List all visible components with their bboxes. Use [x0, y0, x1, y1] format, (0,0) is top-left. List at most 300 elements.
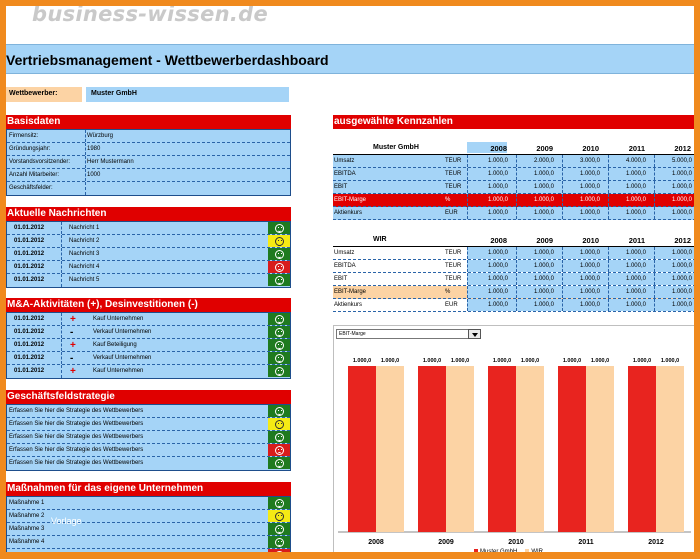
kennzahl-values: [467, 194, 696, 206]
kennzahl-value[interactable]: 1.000,0: [533, 171, 554, 177]
column-divider: [516, 168, 517, 180]
smiley-face-icon: [275, 250, 284, 259]
kennzahl-values: [467, 247, 696, 259]
kennzahl-unit: %: [445, 289, 451, 295]
legend-swatch: [525, 549, 529, 553]
kennzahl-label: EBITDA: [334, 263, 356, 269]
table-row: [7, 444, 290, 457]
column-divider: [61, 222, 62, 234]
massnahmen-header: Maßnahmen für das eigene Unternehmen: [6, 482, 291, 496]
kennzahl-values: [467, 299, 696, 311]
kennzahl-unit: EUR: [445, 302, 458, 308]
bar-wir-2011: [586, 366, 614, 532]
ma-text[interactable]: Kauf Unternehmen: [93, 316, 144, 322]
column-divider: [61, 274, 62, 287]
kennzahl-value[interactable]: 1.000,0: [671, 197, 692, 203]
column-divider: [516, 194, 517, 206]
field-value[interactable]: 1980: [87, 146, 101, 152]
strategy-text[interactable]: Erfassen Sie hier die Strategie des Wettbewerbers: [9, 434, 144, 440]
field-label: Vorstandsvorsitzender:: [9, 159, 71, 165]
kennzahl-unit: %: [445, 197, 451, 203]
kennzahl-value[interactable]: 1.000,0: [671, 302, 692, 308]
data-label: 1.000,0: [590, 358, 610, 364]
kennzahl-row: [333, 299, 696, 312]
strategie-header: Geschäftsfeldstrategie: [6, 390, 291, 404]
data-label: 1.000,0: [632, 358, 652, 364]
kennzahl-value[interactable]: 1.000,0: [671, 184, 692, 190]
news-date[interactable]: 01.01.2012: [14, 225, 45, 231]
news-date[interactable]: 01.01.2012: [14, 264, 45, 270]
kennzahl-value[interactable]: 1.000,0: [671, 276, 692, 282]
x-tick-label: 2011: [578, 539, 594, 546]
column-divider: [562, 273, 563, 285]
news-text[interactable]: Nachricht 1: [69, 225, 100, 231]
column-divider: [61, 365, 62, 378]
table-row: [7, 235, 290, 248]
bar-muster-gmbh-2008: [348, 366, 376, 532]
column-divider: [608, 155, 609, 167]
minus-icon: -: [70, 327, 74, 338]
kennzahl-value[interactable]: 1.000,0: [671, 171, 692, 177]
kennzahl-value[interactable]: 1.000,0: [533, 302, 554, 308]
column-divider: [654, 273, 655, 285]
column-divider: [516, 207, 517, 219]
measure-text[interactable]: Maßnahme 1: [9, 500, 45, 506]
data-label: 1.000,0: [450, 358, 470, 364]
data-label: 1.000,0: [562, 358, 582, 364]
ma-header: M&A-Aktivitäten (+), Desinvestitionen (-): [6, 298, 291, 312]
bar-wir-2008: [376, 366, 404, 532]
strategie-table: [6, 404, 291, 471]
kennzahl-unit: TEUR: [445, 158, 462, 164]
kennzahl-value[interactable]: 1.000,0: [487, 276, 508, 282]
kennzahl-value[interactable]: 1.000,0: [579, 302, 600, 308]
kennzahl-value[interactable]: 1.000,0: [487, 171, 508, 177]
status-indicator[interactable]: [268, 405, 290, 417]
kennzahl-value[interactable]: 1.000,0: [625, 171, 646, 177]
column-divider: [85, 143, 86, 155]
column-divider: [608, 273, 609, 285]
kennzahl-value[interactable]: 1.000,0: [625, 197, 646, 203]
status-indicator[interactable]: [268, 222, 290, 234]
table-row: [7, 274, 290, 287]
ma-date[interactable]: 01.01.2012: [14, 368, 45, 374]
measure-text[interactable]: Maßnahme 5: [9, 552, 45, 558]
status-indicator[interactable]: [268, 418, 290, 430]
kennzahl-value[interactable]: 1.000,0: [625, 263, 646, 269]
table-row: [7, 313, 290, 326]
kennzahl-label: Umsatz: [334, 250, 355, 256]
status-indicator[interactable]: [268, 235, 290, 247]
column-divider: [61, 326, 62, 338]
kennzahl-value[interactable]: 1.000,0: [671, 289, 692, 295]
ma-table: [6, 312, 291, 379]
ma-text[interactable]: Kauf Beteiligung: [93, 342, 137, 348]
kennzahlen-wir-table: [333, 234, 696, 312]
x-tick-label: 2012: [648, 539, 664, 546]
news-date[interactable]: 01.01.2012: [14, 238, 45, 244]
kennzahl-value[interactable]: 1.000,0: [579, 197, 600, 203]
column-divider: [654, 286, 655, 298]
wettbewerber-input[interactable]: Muster GmbH: [86, 87, 289, 102]
column-divider: [516, 273, 517, 285]
kennzahl-label: Umsatz: [334, 158, 355, 164]
column-divider: [61, 352, 62, 364]
smiley-face-icon: [275, 354, 284, 363]
column-divider: [654, 194, 655, 206]
kennzahl-values: [467, 168, 696, 180]
kennzahl-row: [333, 247, 696, 260]
field-label: Firmensitz:: [9, 133, 39, 139]
kennzahl-value[interactable]: 1.000,0: [579, 171, 600, 177]
sad-face-icon: [275, 446, 284, 455]
kennzahl-values: [467, 260, 696, 272]
table-row: [7, 549, 290, 559]
status-indicator[interactable]: [268, 248, 290, 260]
table-row: [7, 261, 290, 274]
status-indicator[interactable]: [268, 352, 290, 364]
title-bar: [6, 44, 694, 74]
table-row: [7, 339, 290, 352]
kennzahl-value[interactable]: 1.000,0: [625, 302, 646, 308]
table-row: [7, 143, 290, 156]
table-row: [7, 182, 290, 195]
column-divider: [516, 155, 517, 167]
kennzahl-value[interactable]: 1.000,0: [625, 276, 646, 282]
vorlage-overlay: Vorlage: [51, 516, 82, 526]
smiley-face-icon: [275, 367, 284, 376]
kennzahl-row: [333, 273, 696, 286]
kennzahl-value[interactable]: 1.000,0: [579, 210, 600, 216]
data-label: 1.000,0: [422, 358, 442, 364]
kennzahl-value[interactable]: 1.000,0: [533, 197, 554, 203]
kennzahlen-muster-table: [333, 142, 696, 220]
column-divider: [516, 299, 517, 311]
column-divider: [61, 339, 62, 351]
kennzahl-label: EBITDA: [334, 171, 356, 177]
column-divider: [85, 169, 86, 181]
bar-muster-gmbh-2010: [488, 366, 516, 532]
ma-text[interactable]: Kauf Unternehmen: [93, 368, 144, 374]
status-indicator[interactable]: [268, 431, 290, 443]
kennzahl-value[interactable]: 1.000,0: [671, 210, 692, 216]
kennzahl-unit: TEUR: [445, 263, 462, 269]
field-value[interactable]: Herr Mustermann: [87, 159, 134, 165]
ma-date[interactable]: 01.01.2012: [14, 316, 45, 322]
kennzahl-value[interactable]: 2.000,0: [533, 158, 554, 164]
news-date[interactable]: 01.01.2012: [14, 251, 45, 257]
status-indicator[interactable]: [268, 510, 290, 522]
table-row: [7, 248, 290, 261]
kennzahl-value[interactable]: 1.000,0: [625, 289, 646, 295]
status-indicator[interactable]: [268, 457, 290, 469]
kennzahl-value[interactable]: 1.000,0: [533, 210, 554, 216]
strategy-text[interactable]: Erfassen Sie hier die Strategie des Wettbewerbers: [9, 460, 144, 466]
kennzahl-row: [333, 155, 696, 168]
measure-text[interactable]: Maßnahme 2: [9, 513, 45, 519]
kennzahl-unit: TEUR: [445, 250, 462, 256]
column-divider: [608, 194, 609, 206]
year-header: 2010: [582, 144, 599, 153]
kennzahl-value[interactable]: 1.000,0: [487, 210, 508, 216]
year-header: 2008: [490, 236, 507, 245]
plus-icon: +: [70, 366, 76, 377]
smiley-face-icon: [275, 315, 284, 324]
data-label: 1.000,0: [492, 358, 512, 364]
kennzahl-unit: TEUR: [445, 276, 462, 282]
status-indicator[interactable]: [268, 313, 290, 325]
bar-wir-2009: [446, 366, 474, 532]
legend-label: WIR: [531, 549, 544, 555]
plus-icon: +: [70, 340, 76, 351]
kennzahl-row: [333, 194, 696, 207]
column-divider: [654, 168, 655, 180]
kennzahl-value[interactable]: 1.000,0: [579, 184, 600, 190]
kennzahl-unit: TEUR: [445, 171, 462, 177]
strategy-text[interactable]: Erfassen Sie hier die Strategie des Wettbewerbers: [9, 447, 144, 453]
field-label: Gründungsjahr:: [9, 146, 51, 152]
nachrichten-header: Aktuelle Nachrichten: [6, 207, 291, 221]
status-indicator[interactable]: [268, 536, 290, 548]
watermark-logo: business-wissen.de: [32, 2, 269, 26]
smiley-face-icon: [275, 276, 284, 285]
kennzahl-label: Aktienkurs: [334, 302, 363, 308]
kennzahl-value[interactable]: 1.000,0: [487, 302, 508, 308]
column-divider: [85, 130, 86, 142]
kennzahl-values: [467, 181, 696, 193]
kennzahl-value[interactable]: 1.000,0: [671, 263, 692, 269]
column-divider: [608, 260, 609, 272]
neutral-face-icon: [275, 420, 284, 429]
news-text[interactable]: Nachricht 2: [69, 238, 100, 244]
status-indicator[interactable]: [268, 326, 290, 338]
column-divider: [562, 260, 563, 272]
kennzahl-values: [467, 207, 696, 219]
ma-text[interactable]: Verkauf Unternehmen: [93, 329, 152, 335]
kennzahl-value[interactable]: 1.000,0: [625, 210, 646, 216]
kennzahl-label: EBIT-Marge: [334, 197, 367, 203]
ma-date[interactable]: 01.01.2012: [14, 355, 45, 361]
kennzahlen-header-row: [333, 234, 696, 247]
column-divider: [562, 155, 563, 167]
year-header: 2011: [628, 236, 645, 245]
x-tick-label: 2008: [368, 539, 384, 546]
chart-legend: [474, 549, 543, 555]
smiley-face-icon: [275, 407, 284, 416]
column-divider: [85, 182, 86, 195]
kennzahl-value[interactable]: 1.000,0: [625, 250, 646, 256]
year-header: 2011: [628, 144, 645, 153]
column-divider: [654, 207, 655, 219]
page-title: Vertriebsmanagement - Wettbewerberdashboard: [6, 52, 329, 68]
table-row: [7, 431, 290, 444]
bar-wir-2010: [516, 366, 544, 532]
table-row: [7, 418, 290, 431]
smiley-face-icon: [275, 328, 284, 337]
table-row: [7, 156, 290, 169]
column-divider: [562, 207, 563, 219]
smiley-face-icon: [275, 341, 284, 350]
kennzahl-select-value: EBIT-Marge: [339, 331, 366, 337]
column-divider: [608, 247, 609, 259]
kennzahl-value[interactable]: 1.000,0: [487, 184, 508, 190]
smiley-face-icon: [275, 525, 284, 534]
legend-label: Muster GmbH: [480, 549, 518, 555]
column-divider: [516, 247, 517, 259]
kennzahl-values: [467, 273, 696, 285]
smiley-face-icon: [275, 459, 284, 468]
column-divider: [562, 194, 563, 206]
table-row: [7, 169, 290, 182]
kennzahl-value[interactable]: 1.000,0: [487, 250, 508, 256]
kennzahlen-header-row: [333, 142, 696, 155]
nachrichten-table: [6, 221, 291, 288]
kennzahl-value[interactable]: 1.000,0: [487, 158, 508, 164]
column-divider: [608, 299, 609, 311]
kennzahl-label: EBIT: [334, 184, 348, 190]
kennzahl-value[interactable]: 5.000,0: [671, 158, 692, 164]
table-row: [7, 457, 290, 470]
field-value[interactable]: 1000: [87, 172, 101, 178]
ma-date[interactable]: 01.01.2012: [14, 342, 45, 348]
kennzahl-label: EBIT: [334, 276, 348, 282]
news-text[interactable]: Nachricht 4: [69, 264, 100, 270]
kennzahl-value[interactable]: 1.000,0: [533, 276, 554, 282]
kennzahl-value[interactable]: 1.000,0: [625, 184, 646, 190]
column-divider: [562, 286, 563, 298]
kennzahl-value[interactable]: 1.000,0: [579, 276, 600, 282]
bar-muster-gmbh-2012: [628, 366, 656, 532]
smiley-face-icon: [275, 538, 284, 547]
kennzahl-row: [333, 168, 696, 181]
column-divider: [562, 299, 563, 311]
comparison-chart: [333, 325, 696, 558]
basisdaten-table: [6, 129, 291, 196]
status-indicator[interactable]: [268, 339, 290, 351]
legend-swatch: [474, 549, 478, 553]
table-row: [7, 130, 290, 143]
column-divider: [61, 313, 62, 325]
year-header: 2012: [674, 144, 691, 153]
ma-text[interactable]: Verkauf Unternehmen: [93, 355, 152, 361]
kennzahl-values: [467, 155, 696, 167]
wettbewerber-label: Wettbewerber:: [6, 87, 82, 102]
field-value[interactable]: Würzburg: [87, 133, 114, 139]
table-row: [7, 352, 290, 365]
kennzahl-value[interactable]: 1.000,0: [533, 263, 554, 269]
kennzahl-row: [333, 181, 696, 194]
status-indicator[interactable]: [268, 549, 290, 559]
massnahmen-table: [6, 496, 291, 559]
column-divider: [654, 155, 655, 167]
table-row: [7, 222, 290, 235]
kennzahlen-header: ausgewählte Kennzahlen: [333, 115, 696, 129]
column-divider: [654, 260, 655, 272]
news-text[interactable]: Nachricht 5: [69, 277, 100, 283]
column-divider: [85, 156, 86, 168]
kennzahl-value[interactable]: 1.000,0: [487, 197, 508, 203]
field-label: Anzahl Mitarbeiter:: [9, 172, 60, 178]
table-row: [7, 326, 290, 339]
news-text[interactable]: Nachricht 3: [69, 251, 100, 257]
sad-face-icon: [275, 263, 284, 272]
data-label: 1.000,0: [660, 358, 680, 364]
kennzahl-value[interactable]: 1.000,0: [579, 250, 600, 256]
column-divider: [562, 181, 563, 193]
column-divider: [654, 299, 655, 311]
strategy-text[interactable]: Erfassen Sie hier die Strategie des Wettbewerbers: [9, 421, 144, 427]
kennzahl-value[interactable]: 1.000,0: [533, 289, 554, 295]
status-indicator[interactable]: [268, 274, 290, 286]
measure-text[interactable]: Maßnahme 4: [9, 539, 45, 545]
status-indicator[interactable]: [268, 523, 290, 535]
smiley-face-icon: [275, 499, 284, 508]
bar-muster-gmbh-2011: [558, 366, 586, 532]
table-row: [7, 523, 290, 536]
column-divider: [516, 260, 517, 272]
kennzahl-value[interactable]: 1.000,0: [533, 250, 554, 256]
kennzahl-value[interactable]: 1.000,0: [487, 263, 508, 269]
column-divider: [516, 286, 517, 298]
data-label: 1.000,0: [352, 358, 372, 364]
neutral-face-icon: [275, 512, 284, 521]
column-divider: [654, 181, 655, 193]
plus-icon: +: [70, 314, 76, 325]
measure-text[interactable]: Maßnahme 3: [9, 526, 45, 532]
column-divider: [608, 168, 609, 180]
ma-date[interactable]: 01.01.2012: [14, 329, 45, 335]
kennzahl-value[interactable]: 1.000,0: [671, 250, 692, 256]
column-divider: [608, 286, 609, 298]
kennzahl-value[interactable]: 1.000,0: [579, 289, 600, 295]
company-name: Muster GmbH: [373, 144, 419, 151]
year-header: 2010: [582, 236, 599, 245]
status-indicator[interactable]: [268, 365, 290, 377]
kennzahl-unit: EUR: [445, 210, 458, 216]
kennzahl-value[interactable]: 1.000,0: [533, 184, 554, 190]
data-label: 1.000,0: [520, 358, 540, 364]
neutral-face-icon: [275, 237, 284, 246]
year-header: 2008: [467, 142, 507, 153]
status-indicator[interactable]: [268, 497, 290, 509]
minus-icon: -: [70, 353, 74, 364]
column-divider: [61, 261, 62, 273]
status-indicator[interactable]: [268, 444, 290, 456]
year-header: 2009: [536, 236, 553, 245]
table-row: [7, 536, 290, 549]
status-indicator[interactable]: [268, 261, 290, 273]
column-divider: [608, 181, 609, 193]
sad-face-icon: [275, 551, 284, 559]
strategy-text[interactable]: Erfassen Sie hier die Strategie des Wettbewerbers: [9, 408, 144, 414]
kennzahl-value[interactable]: 3.000,0: [579, 158, 600, 164]
x-tick-label: 2010: [508, 539, 524, 546]
legend-item: [474, 549, 517, 555]
bar-wir-2012: [656, 366, 684, 532]
table-row: [7, 497, 290, 510]
table-row: [7, 510, 290, 523]
column-divider: [562, 247, 563, 259]
smiley-face-icon: [275, 433, 284, 442]
kennzahl-row: [333, 260, 696, 273]
news-date[interactable]: 01.01.2012: [14, 277, 45, 283]
kennzahl-value[interactable]: 4.000,0: [625, 158, 646, 164]
kennzahl-value[interactable]: 1.000,0: [487, 289, 508, 295]
kennzahl-value[interactable]: 1.000,0: [579, 263, 600, 269]
year-header: 2012: [674, 236, 691, 245]
table-row: [7, 405, 290, 418]
kennzahl-label: EBIT-Marge: [334, 289, 367, 295]
